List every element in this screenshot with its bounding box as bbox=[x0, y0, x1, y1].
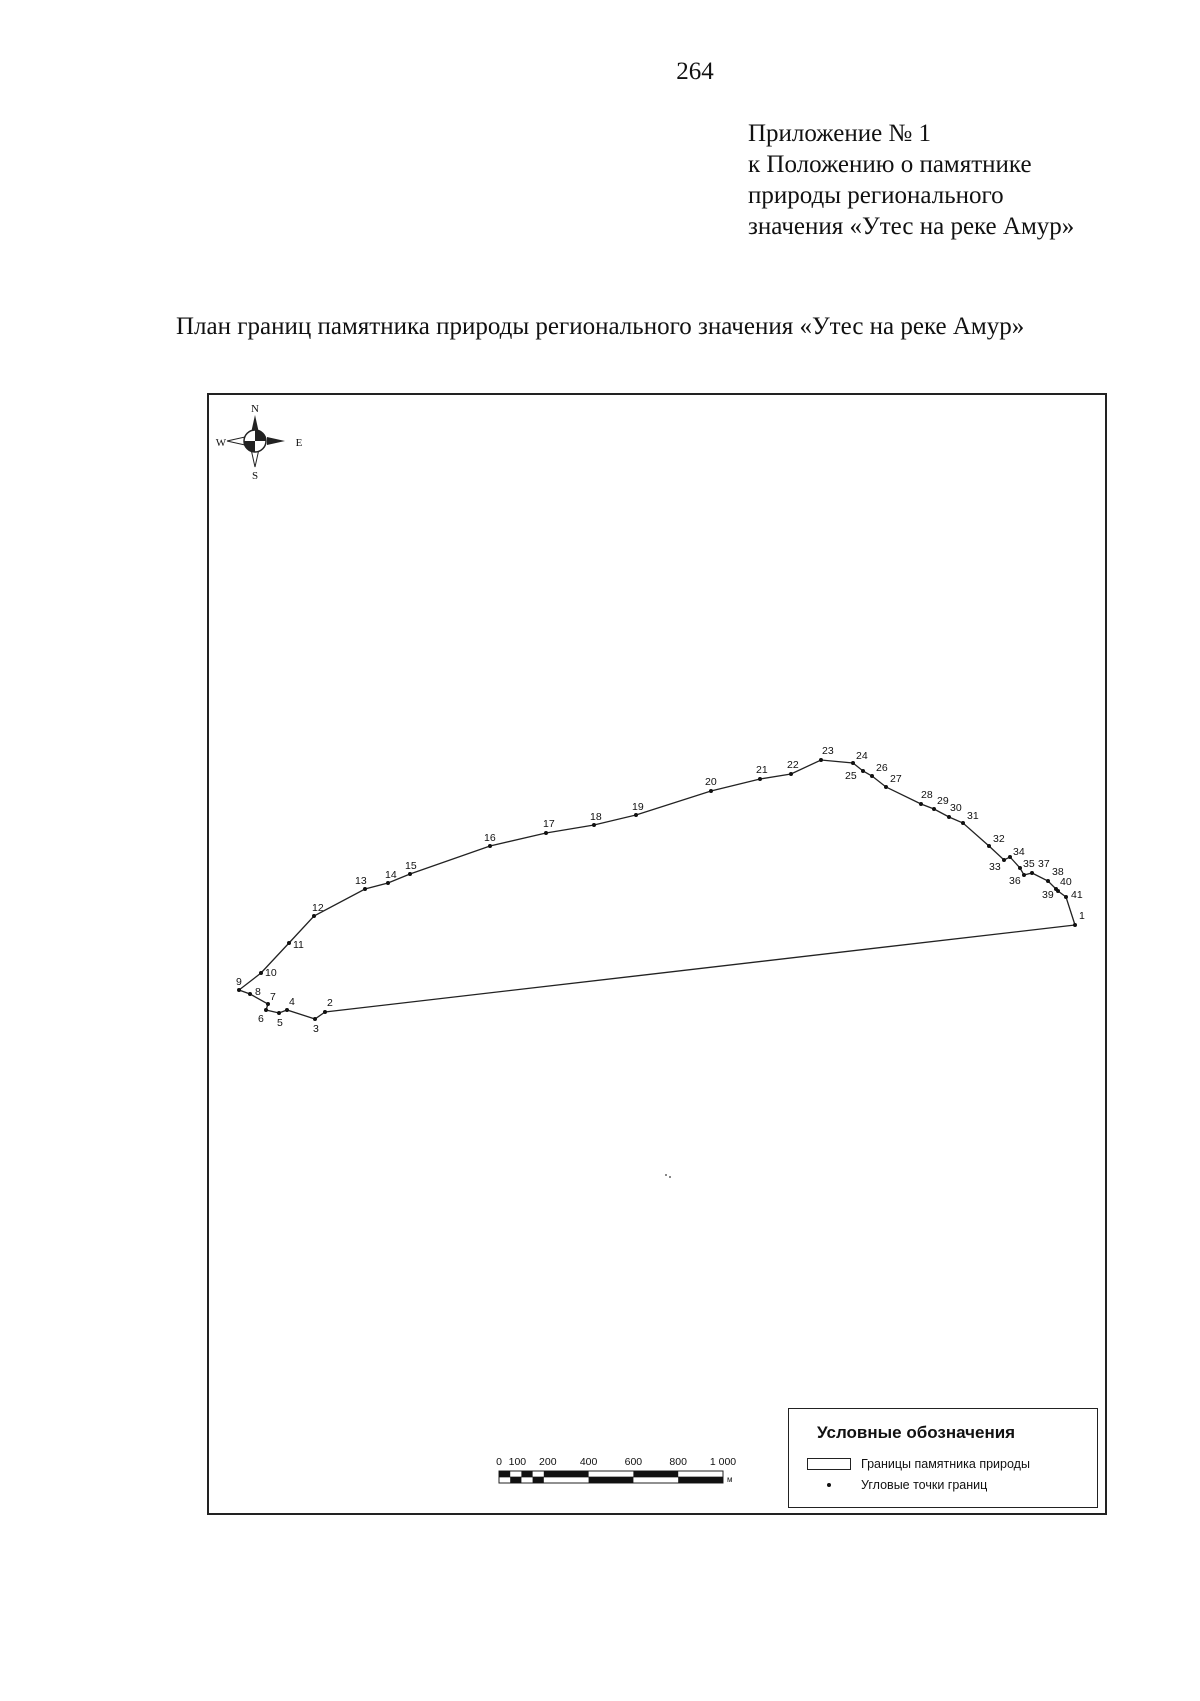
boundary-point-1 bbox=[1073, 923, 1077, 927]
scale-fine-segment bbox=[533, 1477, 544, 1483]
boundary-point-label-33: 33 bbox=[989, 861, 1001, 873]
boundary-point-label-1: 1 bbox=[1079, 910, 1085, 922]
boundary-point-label-37: 37 bbox=[1038, 858, 1050, 870]
boundary-point-22 bbox=[789, 772, 793, 776]
compass-north: N bbox=[251, 403, 259, 415]
boundary-point-label-19: 19 bbox=[632, 801, 644, 813]
boundary-point-12 bbox=[312, 914, 316, 918]
boundary-point-14 bbox=[386, 881, 390, 885]
boundary-point-36 bbox=[1022, 873, 1026, 877]
boundary-point-label-39: 39 bbox=[1042, 889, 1054, 901]
appendix-line-4: значения «Утес на реке Амур» bbox=[748, 213, 1075, 240]
boundary-point-label-23: 23 bbox=[822, 745, 834, 757]
page-number: 264 bbox=[676, 58, 714, 85]
boundary-point-27 bbox=[884, 785, 888, 789]
boundary-point-32 bbox=[987, 844, 991, 848]
boundary-point-33 bbox=[1002, 858, 1006, 862]
legend-boundary-label: Границы памятника природы bbox=[861, 1457, 1030, 1471]
legend-boundary-swatch bbox=[807, 1458, 851, 1470]
boundary-point-21 bbox=[758, 777, 762, 781]
boundary-point-label-13: 13 bbox=[355, 875, 367, 887]
boundary-point-20 bbox=[709, 789, 713, 793]
stray-dot-1 bbox=[665, 1174, 667, 1176]
boundary-point-35 bbox=[1018, 866, 1022, 870]
boundary-point-19 bbox=[634, 813, 638, 817]
boundary-point-38 bbox=[1046, 879, 1050, 883]
stray-mark bbox=[665, 1174, 671, 1178]
scale-fine-segment bbox=[521, 1471, 532, 1477]
boundary-point-2 bbox=[323, 1010, 327, 1014]
boundary-point-label-3: 3 bbox=[313, 1023, 319, 1035]
scale-label-6: 1 000 bbox=[709, 1456, 737, 1468]
boundary-point-label-15: 15 bbox=[405, 860, 417, 872]
boundary-point-17 bbox=[544, 831, 548, 835]
boundary-point-label-22: 22 bbox=[787, 759, 799, 771]
map-frame bbox=[207, 393, 1107, 1515]
boundary-point-label-12: 12 bbox=[312, 902, 324, 914]
boundary-point-label-32: 32 bbox=[993, 833, 1005, 845]
boundary-point-30 bbox=[947, 815, 951, 819]
boundary-point-label-18: 18 bbox=[590, 811, 602, 823]
map-canvas bbox=[209, 395, 1105, 1513]
boundary-point-26 bbox=[870, 774, 874, 778]
boundary-point-label-16: 16 bbox=[484, 832, 496, 844]
boundary-point-label-24: 24 bbox=[856, 750, 868, 762]
boundary-point-label-11: 11 bbox=[293, 939, 304, 951]
boundary-point-37 bbox=[1030, 871, 1034, 875]
legend-row-points bbox=[807, 1478, 987, 1492]
boundary-point-34 bbox=[1008, 855, 1012, 859]
boundary-point-29 bbox=[932, 807, 936, 811]
boundary-point-3 bbox=[313, 1017, 317, 1021]
boundary-point-41 bbox=[1064, 895, 1068, 899]
boundary-point-11 bbox=[287, 941, 291, 945]
compass-center-quadrant-a bbox=[255, 430, 266, 441]
boundary-point-18 bbox=[592, 823, 596, 827]
scale-coarse-segment bbox=[633, 1471, 678, 1477]
boundary-point-8 bbox=[248, 992, 252, 996]
plan-title: План границ памятника природы регионального значения «Утес на реке Амур» bbox=[176, 313, 1025, 340]
boundary-point-13 bbox=[363, 887, 367, 891]
scale-coarse-segment bbox=[544, 1471, 589, 1477]
legend-point-swatch bbox=[807, 1479, 851, 1491]
compass-center-quadrant-b bbox=[244, 441, 255, 452]
boundary-point-16 bbox=[488, 844, 492, 848]
boundary-point-40 bbox=[1056, 889, 1060, 893]
boundary-point-15 bbox=[408, 872, 412, 876]
boundary-point-6 bbox=[264, 1008, 268, 1012]
legend-points-label: Угловые точки границ bbox=[861, 1478, 988, 1492]
appendix-line-1: Приложение № 1 bbox=[748, 120, 932, 147]
scale-coarse-segment bbox=[678, 1477, 723, 1483]
boundary-point-label-2: 2 bbox=[327, 997, 333, 1009]
scale-fine-segment bbox=[510, 1477, 521, 1483]
boundary-point-label-10: 10 bbox=[265, 967, 277, 979]
boundary-point-label-7: 7 bbox=[270, 991, 276, 1003]
boundary-point-label-8: 8 bbox=[255, 986, 261, 998]
boundary-point-label-31: 31 bbox=[967, 810, 979, 822]
appendix-line-3: природы регионального bbox=[748, 182, 1004, 209]
boundary-point-23 bbox=[819, 758, 823, 762]
compass-arrow-east bbox=[267, 437, 285, 445]
boundary-point-label-5: 5 bbox=[277, 1017, 283, 1029]
compass-rose bbox=[216, 403, 303, 482]
boundary-point-label-34: 34 bbox=[1013, 846, 1025, 858]
boundary-point-5 bbox=[277, 1011, 281, 1015]
legend-row-boundary bbox=[807, 1457, 1030, 1471]
appendix-line-2: к Положению о памятнике bbox=[748, 151, 1032, 178]
boundary-point-label-17: 17 bbox=[543, 818, 555, 830]
legend-box bbox=[788, 1408, 1098, 1508]
boundary-layer bbox=[236, 745, 1085, 1035]
compass-south: S bbox=[251, 470, 259, 482]
scale-label-1: 100 bbox=[508, 1456, 527, 1468]
boundary-point-31 bbox=[961, 821, 965, 825]
boundary-point-label-14: 14 bbox=[385, 869, 397, 881]
scale-label-2: 200 bbox=[539, 1456, 557, 1468]
boundary-point-label-27: 27 bbox=[890, 773, 902, 785]
boundary-point-label-30: 30 bbox=[950, 802, 962, 814]
boundary-point-label-26: 26 bbox=[876, 762, 888, 774]
compass-arrow-west bbox=[227, 437, 245, 445]
boundary-point-label-29: 29 bbox=[937, 795, 949, 807]
scale-label-5: 800 bbox=[669, 1456, 687, 1468]
boundary-point-label-6: 6 bbox=[258, 1013, 264, 1025]
boundary-point-25 bbox=[861, 769, 865, 773]
scale-label-4: 600 bbox=[624, 1456, 643, 1468]
boundary-point-28 bbox=[919, 802, 923, 806]
boundary-point-4 bbox=[285, 1008, 289, 1012]
scale-fine-segment bbox=[499, 1471, 510, 1477]
boundary-point-9 bbox=[237, 988, 241, 992]
boundary-point-10 bbox=[259, 971, 263, 975]
stray-dot-2 bbox=[669, 1176, 671, 1178]
scale-coarse-segment bbox=[589, 1477, 634, 1483]
boundary-point-label-35: 35 bbox=[1023, 858, 1035, 870]
boundary-point-label-21: 21 bbox=[756, 764, 768, 776]
scale-unit: м bbox=[727, 1475, 733, 1484]
scale-label-0: 0 bbox=[496, 1456, 502, 1468]
boundary-point-label-20: 20 bbox=[705, 776, 717, 788]
compass-west: W bbox=[215, 437, 227, 449]
boundary-point-label-4: 4 bbox=[289, 996, 295, 1008]
appendix-block bbox=[748, 118, 1074, 242]
boundary-point-label-9: 9 bbox=[236, 976, 242, 988]
boundary-point-label-28: 28 bbox=[921, 789, 933, 801]
compass-east: E bbox=[295, 437, 303, 449]
boundary-point-label-25: 25 bbox=[845, 770, 857, 782]
boundary-point-label-36: 36 bbox=[1009, 875, 1021, 887]
boundary-point-label-38: 38 bbox=[1052, 866, 1064, 878]
boundary-point-label-41: 41 bbox=[1071, 889, 1083, 901]
scale-bar bbox=[496, 1456, 736, 1484]
legend-title: Условные обозначения bbox=[817, 1423, 1016, 1442]
scale-label-3: 400 bbox=[579, 1456, 598, 1468]
boundary-point-24 bbox=[851, 761, 855, 765]
boundary-point-label-40: 40 bbox=[1060, 876, 1072, 888]
